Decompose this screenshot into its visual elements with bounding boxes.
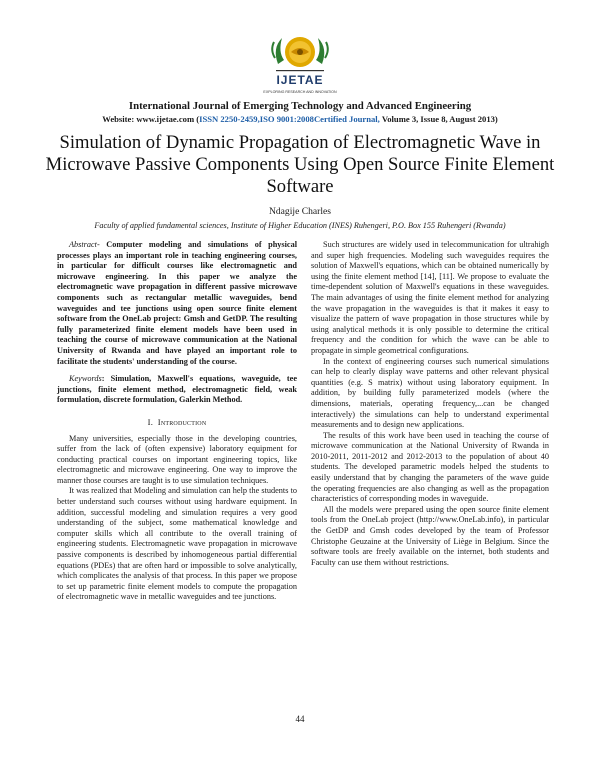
body-paragraph: Such structures are widely used in telecommunication for ultrahigh and super high frequencies. Modeling such waveguides requires the solution of Maxwell's equations, which can be obtained numerically by using the finite element method [14], [11]. We propose to evaluate the time-dependent solution of Maxwell's equations in these waveguides. The main advantages of using the finite element method for analyzing the wave propagation in the waveguides is that it makes it easy to visualize the pattern of wave propagation in those structures while by using analytical methods it is only possible to determine the critical frequency and the condition for which the wave can be able to propagate in simple geometrical configurations. xyxy=(311,240,549,355)
page-number: 44 xyxy=(295,714,305,724)
paper-affiliation: Faculty of applied fundamental sciences, Institute of Higher Education (INES) Ruhengeri, P.O. Box 155 Ruhengeri (Rwanda) xyxy=(94,221,506,230)
paper-author: Ndagije Charles xyxy=(268,206,332,217)
svg-text:EXPLORING RESEARCH AND INNOVAT: EXPLORING RESEARCH AND INNOVATION xyxy=(263,90,337,94)
body-paragraph: All the models were prepared using the open source finite element tools from the OneLab project (http://www.OneLab.info), in particular the GetDP and Gmsh codes developed by the team of Professor Christophe Geuzaine at the University of Liège in Belgium. Since the software tools are freely available on the internet, both students and Faculty can use them without restrictions. xyxy=(311,504,549,567)
keywords xyxy=(57,374,297,406)
journal-name: International Journal of Emerging Technology and Advanced Engineering xyxy=(128,100,472,112)
body-paragraph: The results of this work have been used in teaching the course of microwave communication at the National University of Rwanda in 2010-2011, 2011-2012 and 2012-2013 to the population of about 40 students. The developed parametric models helped the students to easily understand that by changing the parameters of the wave guide the operating frequencies are also changing as well as the propagation characteristics of corresponding modes in waveguide. xyxy=(311,430,549,504)
website-issn: ISSN 2250-2459,ISO 9001:2008Certified Journal, xyxy=(199,114,380,124)
journal-website-line xyxy=(0,114,600,125)
website-prefix: Website: www.ijetae.com ( xyxy=(102,114,200,124)
website-suffix: Volume 3, Issue 8, August 2013) xyxy=(379,114,498,124)
abstract xyxy=(57,240,297,367)
svg-text:IJETAE: IJETAE xyxy=(276,73,324,87)
section-number: I. xyxy=(147,416,154,427)
journal-logo xyxy=(262,28,338,100)
ijetae-logo-icon xyxy=(262,28,338,100)
section-heading-introduction xyxy=(57,417,297,428)
paper-title: Simulation of Dynamic Propagation of Electromagnetic Wave in Microwave Passive Components Using Open Source Finite Element Software xyxy=(45,132,555,197)
intro-paragraph: Many universities, especially those in the developing countries, suffer from the lack of (often expensive) laboratory equipment for conducting practical courses on important engineering topics, like electromagnetic and microwave engineering. One way to improve the manner those courses are taught is to use simulation techniques. xyxy=(57,433,297,485)
left-column xyxy=(57,240,297,603)
abstract-text: Computer modeling and simulations of physical processes plays an important role in teaching engineering courses, in particular for difficult courses like electromagnetic and microwave engineering. In this paper we analyze the electromagnetic wave propagation in different passive microwave components such as rectangular metallic waveguides, bend waveguides and tee junctions using open source finite element software from the OneLab project: Gmsh and GetDP. The resulting fully parameterized finite element models have been used in teaching the course of microwave communication at the National University of Rwanda and have played an important role to facilitate the students' understanding of the course. xyxy=(57,240,297,366)
keywords-label: Keywords xyxy=(69,374,102,384)
intro-paragraph: It was realized that Modeling and simulation can help the students to better understand such courses without using hardware equipment. In addition, successful modeling and simulation requires a very good understanding of the subject, some mathematical knowledge and computer skills which all contribute to the overall training of engineering students. Electromagnetic wave propagation in microwave passive components is described by inhomogeneous partial differential equations (PDEs) that are often hard or impossible to solve analytically, which complicates the analysis of that process. In this paper we propose to set up parametric finite element models to compute the propagation of electromagnetic wave in metallic waveguides and tee junctions. xyxy=(57,486,297,602)
body-paragraph: In the context of engineering courses such numerical simulations can help to clearly display wave patterns and other relevant physical quantities (e.g. S matrix) without using laboratory equipment. In addition, by building fully parameterized models (where the dimensions, materials, operating frequency,...can be changed interactively) the simulations can help to understand experimental measurements and to design new applications. xyxy=(311,356,549,430)
abstract-label: Abstract- xyxy=(69,240,100,249)
keywords-text: : Simulation, Maxwell's equations, waveguide, tee junctions, finite element method, electromagnetic field, weak formulation, discrete formulation, Galerkin Method. xyxy=(57,374,297,405)
section-title: Introduction xyxy=(157,416,207,427)
right-column xyxy=(311,240,549,568)
